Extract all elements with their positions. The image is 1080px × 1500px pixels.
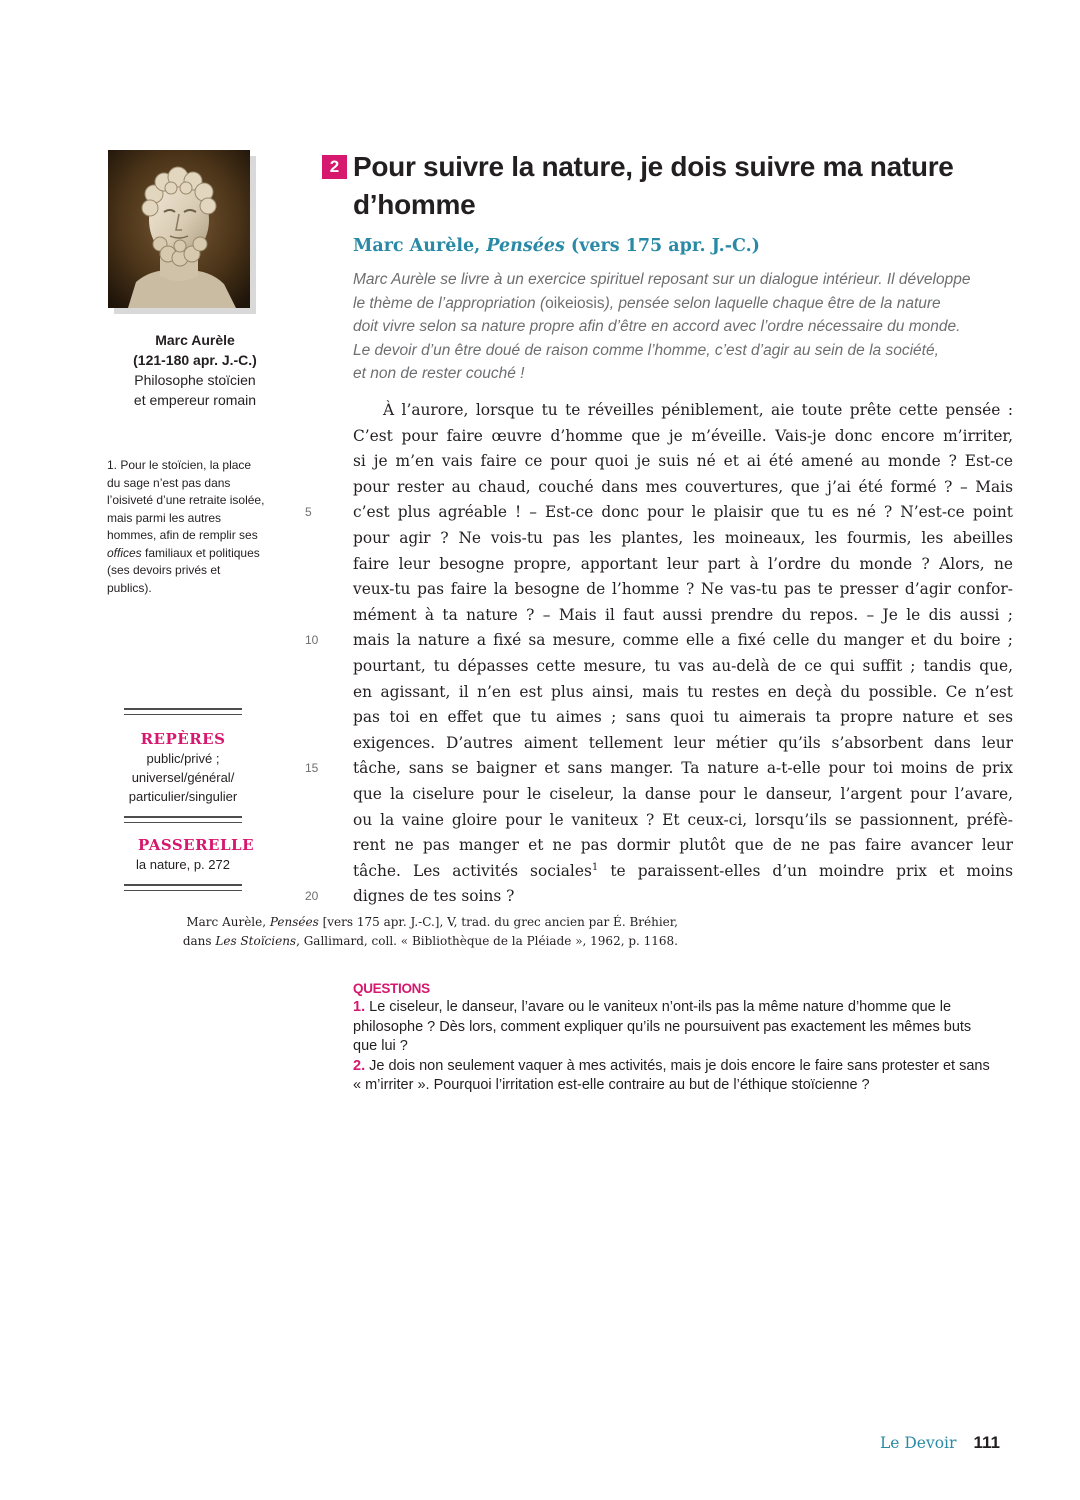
text-line: pour agir ? Ne vois-tu pas les plantes, les moineaux, les fourmis, les abeilles (353, 528, 1013, 547)
text-line: pourtant, tu dépasses cette mesure, tu vas au-delà de ce qui suffit ; tandis que, (353, 656, 1013, 675)
intro-segment: ), pensée selon laquelle chaque être de la nature (604, 294, 941, 312)
question-number: 2. (353, 1057, 366, 1074)
question-text: Le ciseleur, le danseur, l’avare ou le vaniteux n’ont-ils pas la même nature d’homme que le philosophe ? Dès lors, comment expliquer qu’ils ne poursuivent pas exactement les mêmes buts que lui ? (353, 999, 972, 1054)
question-number: 1. (353, 999, 366, 1015)
text-line: ou la vaine gloire pour le vaniteux ? Et ceux-ci, lorsqu’ils se passionnent, préfè- (353, 810, 1013, 829)
ref-title: Pensées (269, 915, 319, 929)
text-line: faire leur besogne propre, apportant leur part à l’ordre du monde ? Alors, ne (353, 554, 1013, 573)
question-text: Je dois non seulement vaquer à mes activités, mais je dois encore le faire sans protester et sans « m’irriter ». Pourquoi l’irritation est-elle contraire au but de l’éthique stoïcienne ? (353, 1057, 990, 1093)
text-line (305, 884, 1013, 910)
text-segment: te paraissent-elles d’un moindre prix et moins (598, 861, 1013, 880)
text-line: veux-tu pas faire la besogne de l’homme ? Ne vas-tu pas te presser d’agir confor- (353, 580, 1013, 599)
intro-line: et non de rester couché ! (353, 365, 525, 382)
main-text (305, 398, 1013, 910)
footnote-text-a: Pour le stoïcien, la place du sage n’est pas dans l’oisiveté d’une retraite isolée, mais parmi les autres hommes, afin de remplir ses (107, 458, 265, 542)
intro-line (353, 292, 1013, 316)
intro-term: oikeiosis (545, 294, 605, 312)
line-number: 10 (305, 633, 319, 648)
text-number-badge: 2 (322, 155, 347, 179)
text-line: si je m’en vais faire ce pour quoi je suis né et ai été amené au monde ? Est-ce (353, 452, 1013, 471)
author-name: Marc Aurèle (155, 332, 235, 348)
reperes-line: particulier/singulier (128, 789, 238, 804)
line-number: 20 (305, 889, 319, 904)
questions-title: QUESTIONS (353, 981, 430, 996)
intro-line: Le devoir d’un être doué de raison comme l’homme, c’est d’agir au sein de la société, (353, 341, 939, 359)
reperes-box (128, 708, 255, 891)
page-footer (880, 1433, 1000, 1453)
text-line-content: mais la nature a fixé sa mesure, comme elle a fixé celle du manger et du boire ; (353, 631, 1013, 650)
author-dates: (121-180 apr. J.-C.) (133, 352, 257, 368)
ref-title: Les Stoïciens (215, 934, 297, 948)
text-line: en agissant, il n’en est plus ainsi, mais tu restes en deçà du possible. Ce n’est (353, 682, 1013, 701)
ref-segment: Marc Aurèle, (186, 915, 270, 929)
text-line-content: c’est plus agréable ! – Est-ce donc pour le plaisir que tu es né ? N’est-ce point (353, 503, 1013, 522)
text-line-content: tâche, sans se baigner et sans manger. Ta nature a-t-elle pour toi moins de prix (353, 759, 1013, 778)
reperes-line: universel/général/ (131, 770, 235, 785)
page-title: Pour suivre la nature, je dois suivre ma nature d’homme (353, 151, 954, 220)
text-line: pour rester au chaud, couché dans mes couvertures, que j’ai été formé ? – Mais (353, 477, 1013, 496)
footnote-text-b: familiaux et politiques (ses devoirs privés et publics). (107, 545, 260, 595)
divider (124, 708, 242, 715)
passerelle-link[interactable]: la nature, p. 272 (136, 857, 230, 872)
intro-paragraph (353, 268, 1013, 386)
ref-segment: [vers 175 apr. J.-C.], V, trad. du grec ancien par É. Bréhier, (318, 915, 678, 929)
line-number: 15 (305, 761, 319, 776)
ref-segment: dans (182, 934, 216, 948)
divider (124, 884, 242, 891)
footnote (107, 457, 267, 597)
reference-line (150, 932, 678, 951)
portrait-image (108, 150, 250, 308)
source-author: Marc Aurèle, (353, 236, 487, 256)
intro-line: Marc Aurèle se livre à un exercice spirituel reposant sur un dialogue intérieur. Il développe (353, 271, 971, 288)
text-line: À l’aurore, lorsque tu te réveilles péniblement, aie toute prête cette pensée : (383, 401, 1013, 419)
footnote-marker: 1. (107, 458, 118, 472)
ref-segment: , Gallimard, coll. « Bibliothèque de la Pléiade », 1962, p. 1168. (296, 934, 678, 948)
page-number: 111 (973, 1433, 1000, 1452)
footer-section-title: Le Devoir (879, 1434, 957, 1452)
author-role-line2: et empereur romain (133, 392, 257, 408)
footnote-italic: offices (107, 545, 142, 560)
text-line (305, 500, 1013, 526)
reperes-line: public/privé ; (146, 751, 220, 766)
text-line-content: dignes de tes soins ? (353, 887, 515, 906)
portrait-frame (108, 150, 250, 308)
line-number: 5 (305, 505, 312, 520)
text-line (305, 756, 1013, 782)
source-work: Pensées (486, 236, 565, 256)
reference-line (150, 913, 678, 932)
divider (124, 816, 242, 823)
text-line (353, 859, 1013, 885)
question-item (353, 1057, 993, 1096)
text-line: pas toi en effet que tu aimes ; sans quoi tu aimerais ta propre nature et ses (353, 708, 1013, 727)
footnote-reference[interactable]: 1 (591, 861, 599, 873)
reperes-title: REPÈRES (140, 730, 226, 748)
text-line: exigences. D’autres aiment tellement leur métier qu’ils s’absorbent dans leur (353, 733, 1013, 752)
bibliographic-reference (150, 913, 678, 951)
text-line: mément à ta nature ? – Mais il faut aussi prendre du repos. – Je le dis aussi ; (353, 605, 1013, 624)
passerelle-title: PASSERELLE (138, 836, 255, 854)
questions-block (353, 980, 993, 1096)
source-date: (vers 175 apr. J.-C.) (564, 236, 760, 256)
text-line: que la ciselure pour le ciseleur, la danse pour le danseur, l’argent pour l’avare, (353, 784, 1013, 803)
intro-line: doit vivre selon sa nature propre afin d’être en accord avec l’ordre nécessaire du monde. (353, 318, 961, 335)
question-item (353, 998, 993, 1057)
source-line (353, 236, 760, 256)
author-caption (100, 330, 290, 410)
text-segment: tâche. Les activités sociales (353, 861, 592, 880)
text-line (305, 628, 1013, 654)
author-role-line1: Philosophe stoïcien (134, 372, 256, 388)
text-line: C’est pour faire œuvre d’homme que je m’éveille. Vais-je donc encore m’irriter, (353, 426, 1013, 445)
text-line: rent ne pas manger et ne pas dormir plutôt que de ne pas faire avancer leur (353, 836, 1013, 855)
intro-segment: le thème de l’appropriation ( (353, 294, 546, 312)
